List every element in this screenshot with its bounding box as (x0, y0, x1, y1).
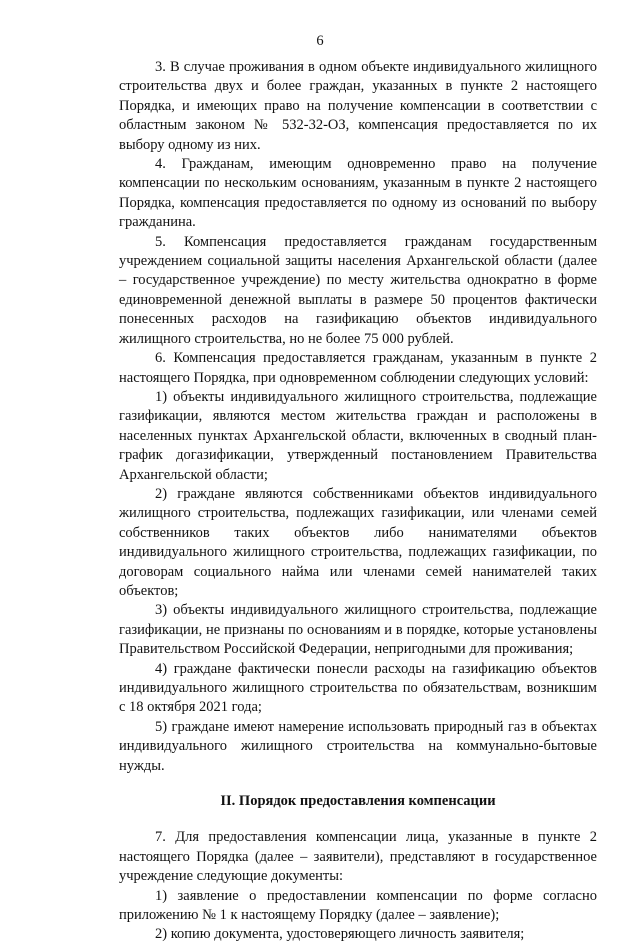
condition-5: 5) граждане имеют намерение использовать природный газ в объектах индивидуального жилищного строительства на коммунально-бытовые нужды. (119, 718, 597, 774)
paragraph-4: 4. Гражданам, имеющим одновременно право на получение компенсации по нескольким основаниям, указанным в пункте 2 настоящего Порядка, компенсация предоставляется по одному из оснований по выбору гражданина. (119, 156, 597, 231)
condition-2: 2) граждане являются собственниками объектов индивидуального жилищного строительства, подлежащих газификации, или членами семей собственников таких объектов либо нанимателями объектов индивидуального жилищного строительства, подлежащих газификации, по договорам социального найма или членами семей нанимателей таких объектов; (119, 485, 597, 599)
condition-1: 1) объекты индивидуального жилищного строительства, подлежащие газификации, являются местом жительства граждан и расположены в населенных пунктах Архангельской области, включенных в сводный план-график догазификации, утвержденный постановлением Правительства Архангельской области; (119, 388, 597, 483)
section-heading: II. Порядок предоставления компенсации (220, 793, 496, 810)
paragraph-5: 5. Компенсация предоставляется гражданам государственным учреждением социальной защиты населения Архангельской области (далее – государственное учреждение) по месту жительства однократно в форме единовременной денежной выплаты в размере 50 процентов фактически понесенных расходов на газификацию объектов индивидуального жилищного строительства, но не более 75 000 рублей. (119, 233, 597, 347)
document-item-2: 2) копию документа, удостоверяющего личность заявителя; (155, 926, 525, 943)
condition-4: 4) граждане фактически понесли расходы на газификацию объектов индивидуального жилищного строительства по обязательствам, возникшим с 18 октября 2021 года; (119, 660, 597, 716)
paragraph-3: 3. В случае проживания в одном объекте индивидуального жилищного строительства двух и более граждан, указанных в пункте 2 настоящего Порядка, и имеющих право на получение компенсации в соответствии с областным законом № 532-32-ОЗ, компенсация предоставляется по их выбору одному из них. (119, 59, 597, 153)
document-item-1: 1) заявление о предоставлении компенсации по форме согласно приложению № 1 к настоящему Порядку (далее – заявление); (119, 887, 597, 924)
paragraph-7: 7. Для предоставления компенсации лица, указанные в пункте 2 настоящего Порядка (далее – заявители), представляют в государственное учреждение следующие документы: (119, 829, 597, 885)
condition-3: 3) объекты индивидуального жилищного строительства, подлежащие газификации, не признаны по основаниям и в порядке, которые установлены Правительством Российской Федерации, непригодными для проживания; (119, 602, 597, 658)
paragraph-6: 6. Компенсация предоставляется гражданам, указанным в пункте 2 настоящего Порядка, при одновременном соблюдении следующих условий: (119, 350, 597, 386)
document-body (119, 58, 597, 945)
page-number: 6 (316, 33, 324, 49)
